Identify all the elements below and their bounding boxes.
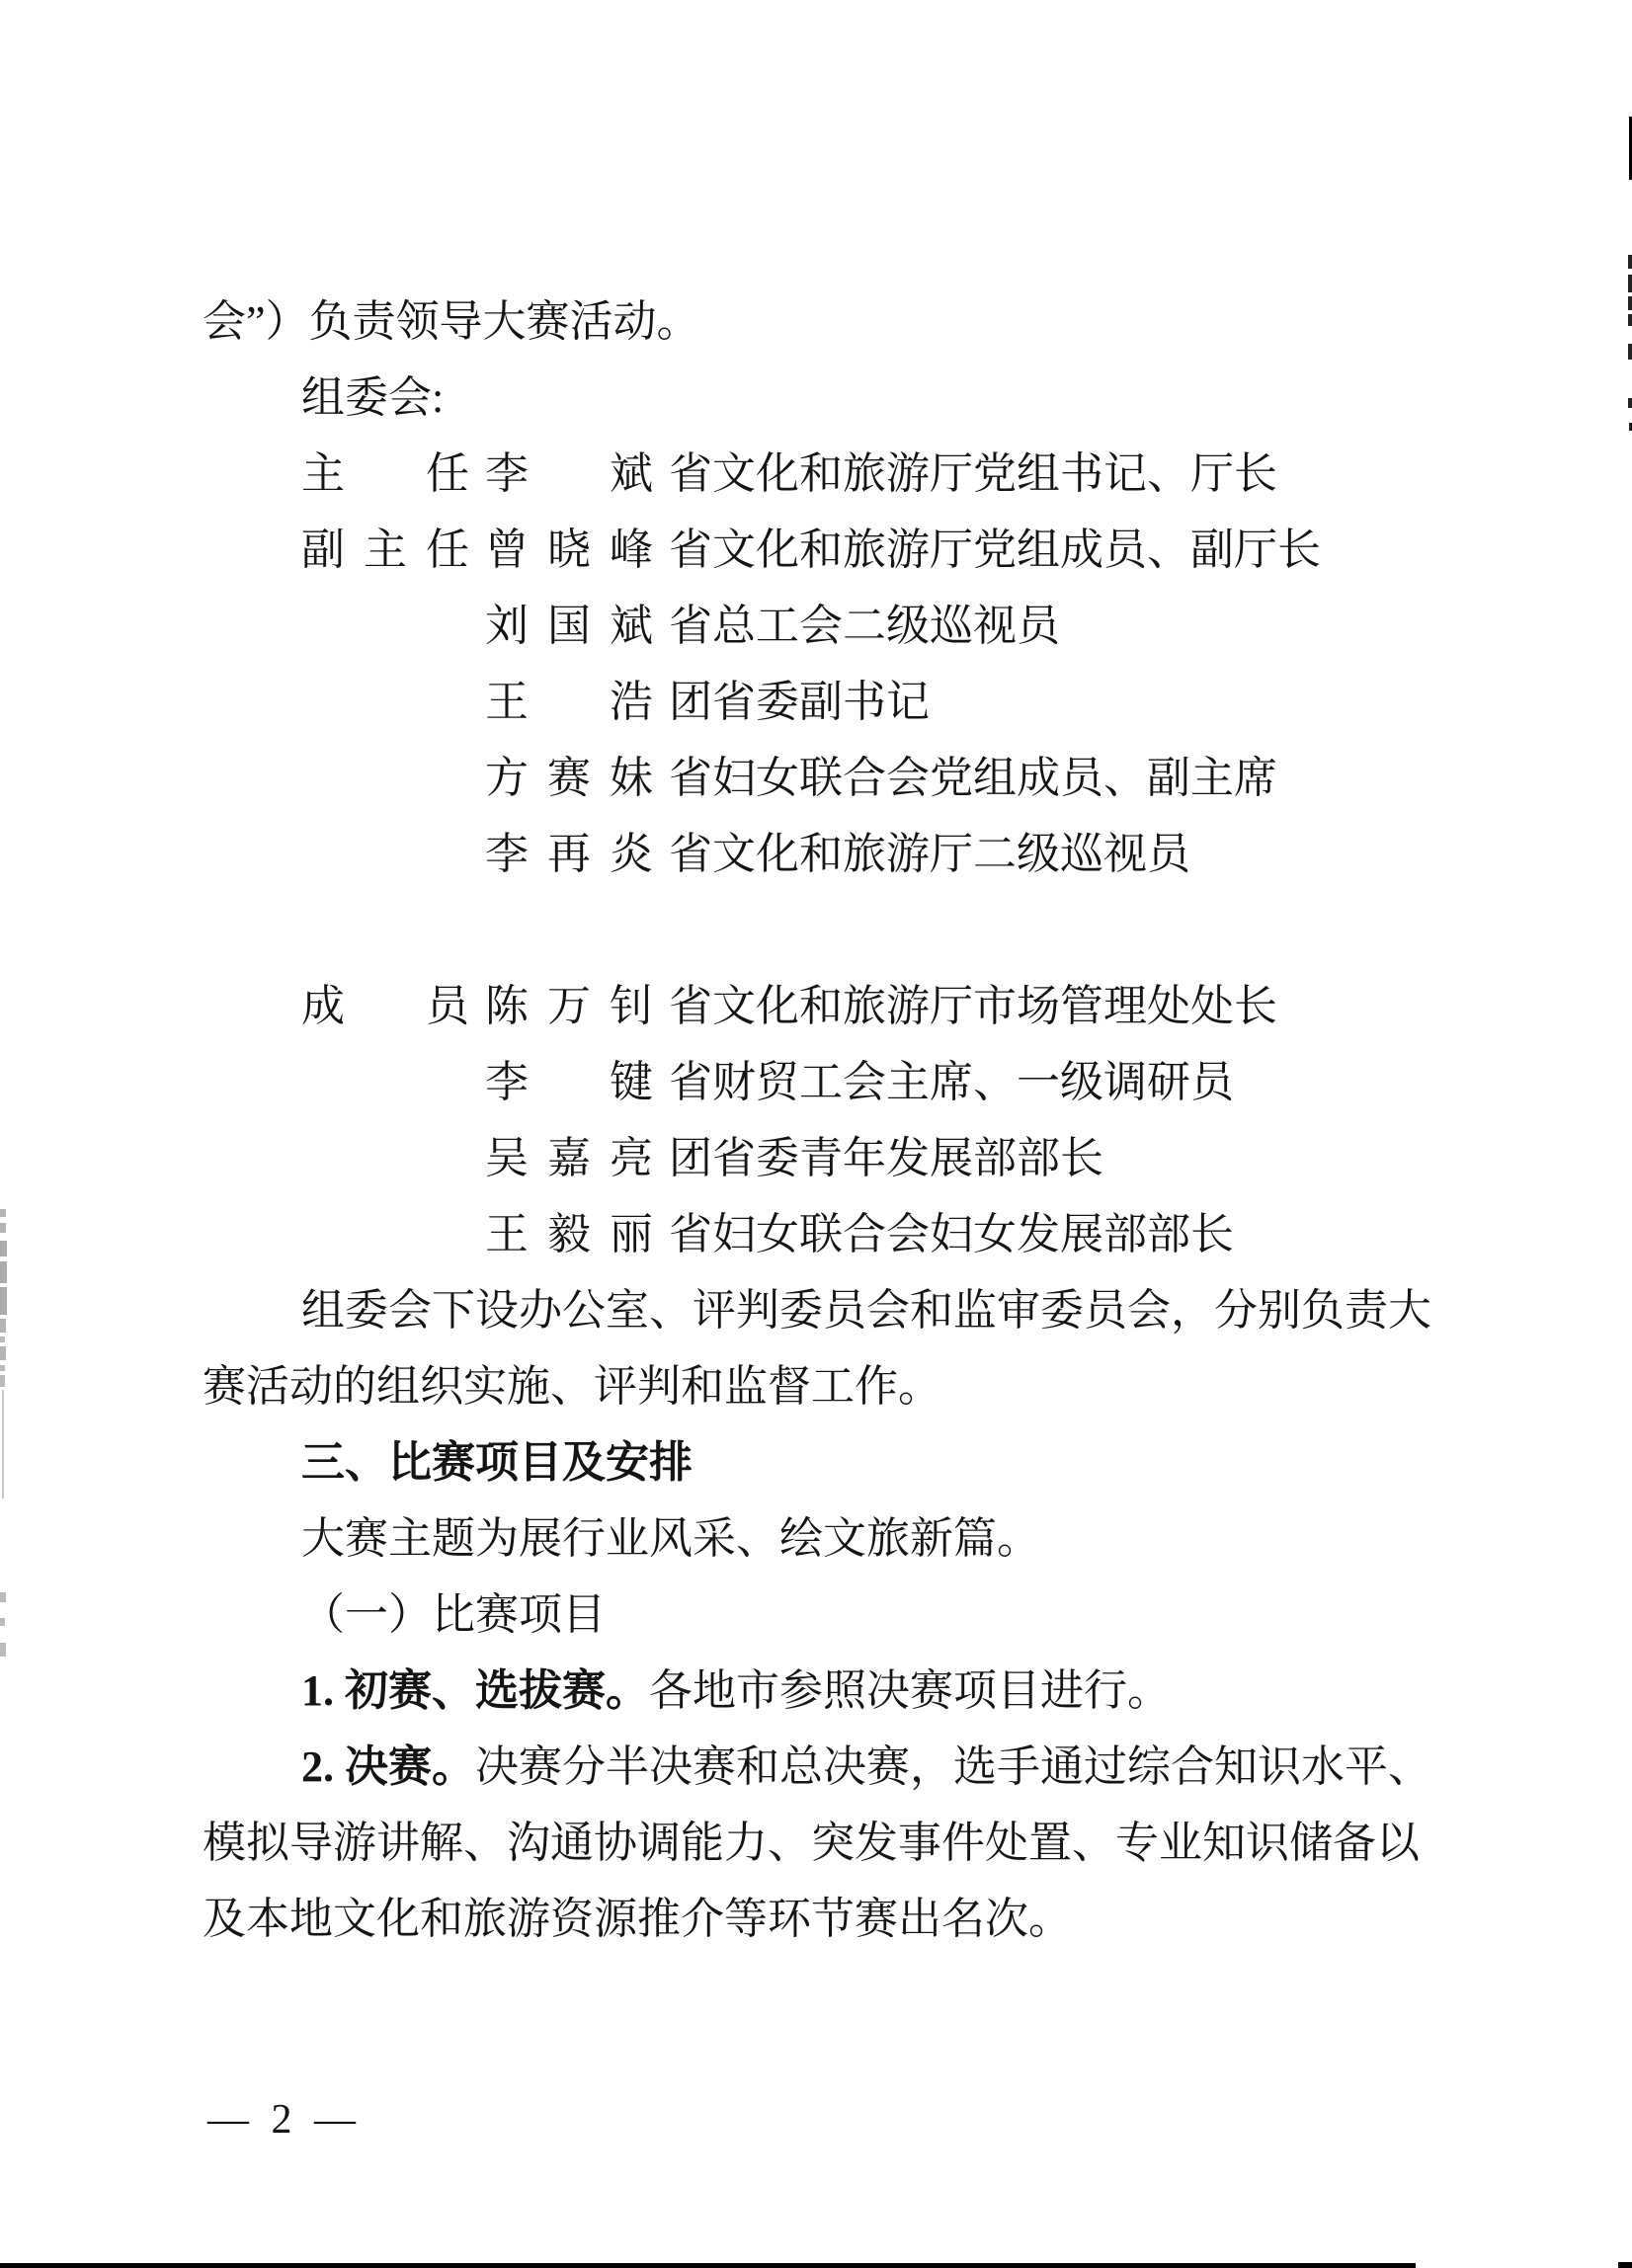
roster-row: [203, 968, 1447, 1044]
document-body: [203, 284, 1447, 1957]
scan-artifact: [0, 1209, 6, 1217]
item-text: 决赛分半决赛和总决赛，选手通过综合知识水平、: [475, 1742, 1431, 1791]
page-number: — 2 —: [207, 2097, 362, 2143]
roster-title: 省财贸工会主席、一级调研员: [669, 1058, 1234, 1106]
roster-role: [301, 816, 469, 892]
roster-row: [203, 1196, 1447, 1272]
scan-artifact: [1628, 275, 1632, 292]
body-line: [203, 1653, 1447, 1729]
roster-row: [203, 588, 1447, 664]
roster-role: [301, 740, 469, 816]
item-text: 各地市参照决赛项目进行。: [649, 1666, 1171, 1715]
scan-artifact: [1618, 2262, 1632, 2268]
roster-name: 王 浩: [485, 678, 653, 726]
item-label-bold: 1. 初赛、选拔赛。: [301, 1666, 649, 1715]
scan-artifact: [2, 1390, 4, 1498]
roster-title: 团省委副书记: [669, 678, 930, 726]
scan-artifact: [0, 1319, 6, 1333]
blank-line: [203, 892, 1447, 968]
roster-name: 刘国斌: [485, 602, 653, 650]
roster-role: 副主任: [301, 526, 469, 574]
scan-artifact: [1628, 344, 1632, 360]
roster-role: 成 员: [301, 982, 469, 1030]
roster-name: 吴嘉亮: [485, 1134, 653, 1182]
section-heading: 三、比赛项目及安排: [301, 1438, 693, 1487]
scan-artifact: [1628, 398, 1632, 408]
item-label-bold: 2. 决赛。: [301, 1742, 475, 1791]
scan-artifact: [0, 1261, 7, 1283]
roster-title: 省文化和旅游厅市场管理处处长: [669, 982, 1277, 1030]
roster-role: [301, 1196, 469, 1272]
roster-name: 李再炎: [485, 830, 653, 878]
roster-row: [203, 436, 1447, 512]
roster-role: [301, 588, 469, 664]
body-line: 模拟导游讲解、沟通协调能力、突发事件处置、专业知识储备以: [203, 1819, 1420, 1867]
scan-artifact: [1628, 314, 1632, 326]
roster-name: 王毅丽: [485, 1210, 653, 1258]
scan-artifact: [0, 1375, 5, 1387]
scan-artifact: [0, 1223, 6, 1233]
roster-row: [203, 1120, 1447, 1196]
body-line: 会”）负责领导大赛活动。: [203, 297, 700, 346]
roster-title: 省妇女联合会妇女发展部部长: [669, 1210, 1234, 1258]
roster-row: [203, 664, 1447, 740]
subsection-heading: （一）比赛项目: [301, 1590, 606, 1639]
roster-role: [301, 664, 469, 740]
body-line: 组委会下设办公室、评判委员会和监审委员会，分别负责大: [301, 1286, 1431, 1335]
roster-role: [301, 1044, 469, 1120]
body-line: 大赛主题为展行业风采、绘文旅新篇。: [301, 1514, 1040, 1563]
scan-artifact: [0, 1643, 6, 1657]
roster-name: 方赛妹: [485, 754, 653, 802]
roster-name: 曾晓峰: [485, 526, 653, 574]
roster-row: [203, 512, 1447, 588]
scan-artifact: [1628, 255, 1632, 269]
scan-artifact: [0, 2263, 1416, 2268]
roster-row: [203, 816, 1447, 892]
roster-role: 主 任: [301, 449, 469, 498]
scan-artifact: [0, 1618, 5, 1626]
roster-title: 省文化和旅游厅二级巡视员: [669, 830, 1190, 878]
committee-label: 组委会:: [301, 373, 445, 422]
roster-role: [301, 1120, 469, 1196]
scan-artifact: [0, 1592, 6, 1602]
scan-artifact: [0, 1336, 5, 1342]
scan-artifact: [0, 1287, 7, 1315]
roster-title: 省妇女联合会党组成员、副主席: [669, 754, 1277, 802]
body-line: [203, 1729, 1447, 1805]
roster-title: 团省委青年发展部部长: [669, 1134, 1103, 1182]
roster-title: 省文化和旅游厅党组成员、副厅长: [669, 526, 1321, 574]
roster-name: 李 键: [485, 1058, 653, 1106]
roster-row: [203, 1044, 1447, 1120]
roster-name: 李 斌: [485, 449, 653, 498]
roster-name: 陈万钊: [485, 982, 653, 1030]
body-line: 及本地文化和旅游资源推介等环节赛出名次。: [203, 1895, 1072, 1943]
body-line: 赛活动的组织实施、评判和监督工作。: [203, 1362, 941, 1411]
roster-title: 省文化和旅游厅党组书记、厅长: [669, 449, 1277, 498]
scan-artifact: [1628, 296, 1632, 310]
scan-artifact: [0, 1241, 7, 1256]
roster-row: [203, 740, 1447, 816]
scan-artifact: [0, 1346, 6, 1360]
roster-title: 省总工会二级巡视员: [669, 602, 1060, 650]
scan-artifact: [0, 1365, 5, 1371]
